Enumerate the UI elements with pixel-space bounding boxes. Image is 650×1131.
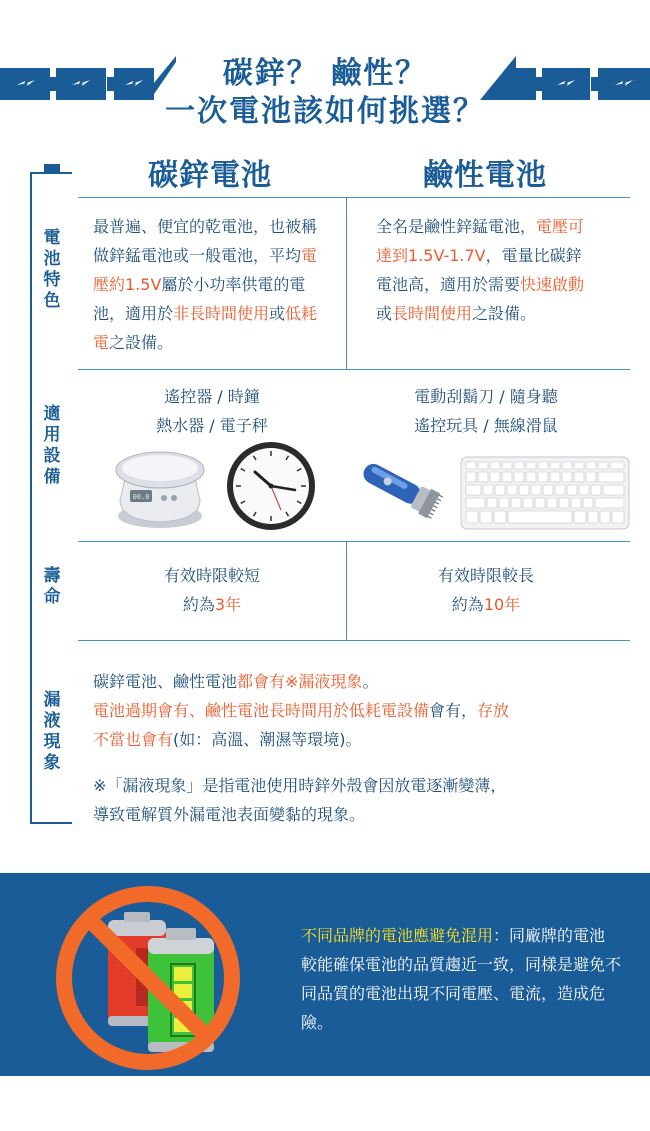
page-title-line2: 一次電池該如何挑選？ xyxy=(165,94,485,129)
column-divider xyxy=(346,541,347,640)
divider-line xyxy=(78,197,630,198)
header xyxy=(0,0,650,140)
divider-line xyxy=(78,369,630,370)
column-header-alkaline: 鹼性電池 xyxy=(423,158,547,193)
kitchen-scale-image xyxy=(110,440,210,532)
devices-carbon-zinc-text: 遙控器 / 時鐘 熱水器 / 電子秤 xyxy=(156,387,268,435)
no-mixing-batteries-icon xyxy=(38,878,258,1076)
features-carbon-zinc: 最普遍、便宜的乾電池，也被稱做鋅錳電池或一般電池，平均電壓約1.5V屬於小功率供電的電池，適用於非長時間使用或低耗電之設備。 xyxy=(93,217,318,352)
devices-alkaline-text: 電動刮鬍刀 / 隨身聽 遙控玩具 / 無線滑鼠 xyxy=(414,387,558,435)
leakage-note: ※「漏液現象」是指電池使用時鋅外殼會因放電逐漸變薄， 導致電解質外漏電池表面變黏的現象。 xyxy=(93,776,507,824)
features-alkaline: 全名是鹼性鋅錳電池，電壓可達到1.5V-1.7V，電量比碳鋅電池高，適用於需要快速啟動或長時間使用之設備。 xyxy=(376,217,585,323)
lifespan-value: 3年 xyxy=(214,595,242,614)
row-label-features: 電 池 特 色 xyxy=(43,228,61,311)
lifespan-value: 10年 xyxy=(483,595,521,614)
lifespan-carbon-zinc: 有效時限較短 約為3年 xyxy=(163,566,260,614)
wireless-keyboard-image xyxy=(460,456,630,530)
column-header-carbon-zinc: 碳鋅電池 xyxy=(148,158,272,193)
wall-clock-image xyxy=(225,440,317,532)
divider-line xyxy=(78,640,630,641)
scale-display-text: 00.0 xyxy=(132,493,150,501)
banner-message: 不同品牌的電池應避免混用：同廠牌的電池較能確保電池的品質趨近一致，同樣是避免不同品質的電池出現不同電壓、電流，造成危險。 xyxy=(301,926,622,1032)
electric-shaver-image xyxy=(352,446,448,530)
battery-frame-cap xyxy=(44,164,60,172)
leakage-description: 碳鋅電池、鹼性電池都會有※漏液現象。 電池過期會有、鹼性電池長時間用於低耗電設備會有，存放 不當也會有(如：高溫、潮濕等環境)。 xyxy=(93,672,510,749)
divider-line xyxy=(78,541,630,542)
page-title-line1: 碳鋅？ 鹼性？ xyxy=(222,56,428,91)
column-divider xyxy=(346,197,347,369)
row-label-leakage: 漏 液 現 象 xyxy=(43,690,61,773)
lifespan-alkaline: 有效時限較長 約為10年 xyxy=(437,566,534,614)
row-label-devices: 適 用 設 備 xyxy=(43,404,61,487)
row-label-lifespan: 壽 命 xyxy=(43,566,61,607)
